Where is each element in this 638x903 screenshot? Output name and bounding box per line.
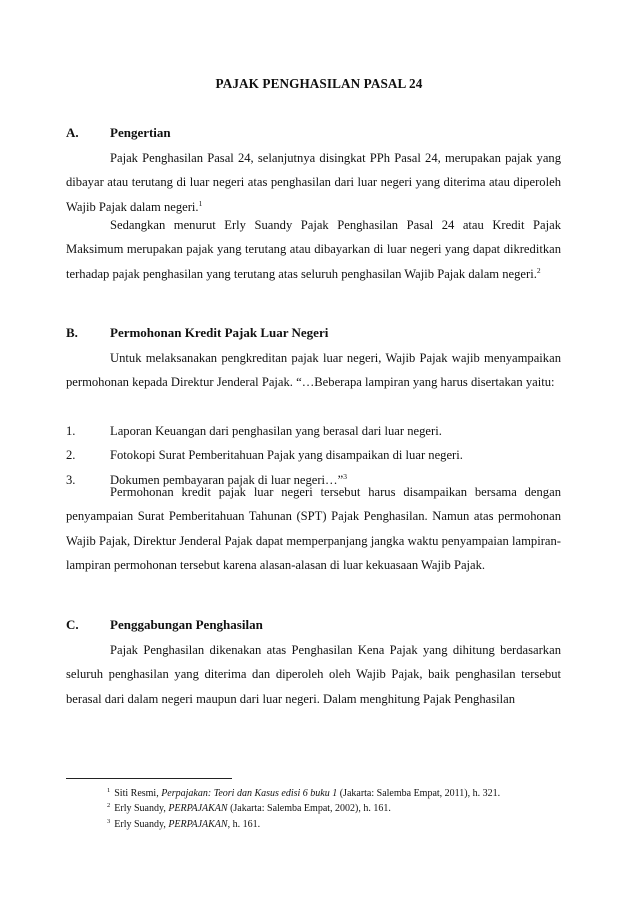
footnotes [107, 786, 567, 832]
list-item: 1. Laporan Keuangan dari penghasilan yang berasal dari luar negeri. [66, 424, 442, 438]
section-title: Pengertian [110, 125, 171, 140]
section-heading-a [66, 125, 171, 141]
paragraph: Pajak Penghasilan Pasal 24, selanjutnya disingkat PPh Pasal 24, merupakan pajak yang dibayar atau terutang di luar negeri atas penghasilan dari luar negeri yang diterima atau diperoleh Wajib Pajak dalam negeri.$^1$ [66, 151, 561, 214]
paragraph: Permohonan kredit pajak luar negeri tersebut harus disampaikan bersama dengan penyampaian Surat Pemberitahuan Tahunan (SPT) Pajak Penghasilan. Namun atas permohonan Wajib Pajak, Direktur Jenderal Pajak dapat memperpanjang jangka waktu penyampaian lampiran-lampiran permohonan tersebut karena alasan-alasan di luar kekuasaan Wajib Pajak. [66, 485, 561, 573]
section-heading-b [66, 325, 328, 341]
section-letter: C. [66, 617, 79, 632]
paragraph: Untuk melaksanakan pengkreditan pajak luar negeri, Wajib Pajak wajib menyampaikan permohonan kepada Direktur Jenderal Pajak. “…Beberapa lampiran yang harus disertakan yaitu: [66, 351, 561, 390]
section-title: Penggabungan Penghasilan [110, 617, 263, 632]
list-item: 2. Fotokopi Surat Pemberitahuan Pajak yang disampaikan di luar negeri. [66, 448, 463, 463]
footnote-ref: 2 [536, 265, 541, 275]
footnote-divider [66, 778, 232, 779]
page-title: PAJAK PENGHASILAN PASAL 24 [215, 76, 423, 91]
footnote: $^1$ Siti Resmi, Perpajakan: Teori dan Kasus edisi 6 buku 1 (Jakarta: Salemba Empat, 2011), h. 321. [107, 787, 501, 799]
section-letter: A. [66, 125, 79, 140]
paragraph: Pajak Penghasilan dikenakan atas Penghasilan Kena Pajak yang dihitung berdasarkan seluruh penghasilan yang diterima dan diperoleh oleh Wajib Pajak, baik penghasilan tersebut berasal dari dalam negeri maupun dari luar negeri. Dalam menghitung Pajak Penghasilan [66, 643, 561, 706]
footnote: $^3$ Erly Suandy, PERPAJAKAN, h. 161. [107, 817, 261, 830]
section-title: Permohonan Kredit Pajak Luar Negeri [110, 325, 329, 340]
footnote-ref: 1 [198, 198, 203, 208]
section-heading-c [66, 617, 263, 633]
section-letter: B. [66, 325, 78, 340]
list-item: 3. Dokumen pembayaran pajak di luar negeri…”$^3$ [66, 471, 347, 487]
paragraph: Sedangkan menurut Erly Suandy Pajak Penghasilan Pasal 24 atau Kredit Pajak Maksimum merupakan pajak yang terutang atau dibayarkan di luar negeri yang dapat dikreditkan terhadap pajak penghasilan yang terutang atas seluruh penghasilan Wajib Pajak dalam negeri.$^2$ [66, 218, 561, 281]
footnote: $^2$ Erly Suandy, PERPAJAKAN (Jakarta: Salemba Empat, 2002), h. 161. [107, 802, 391, 815]
footnote-ref: 3 [343, 471, 347, 481]
